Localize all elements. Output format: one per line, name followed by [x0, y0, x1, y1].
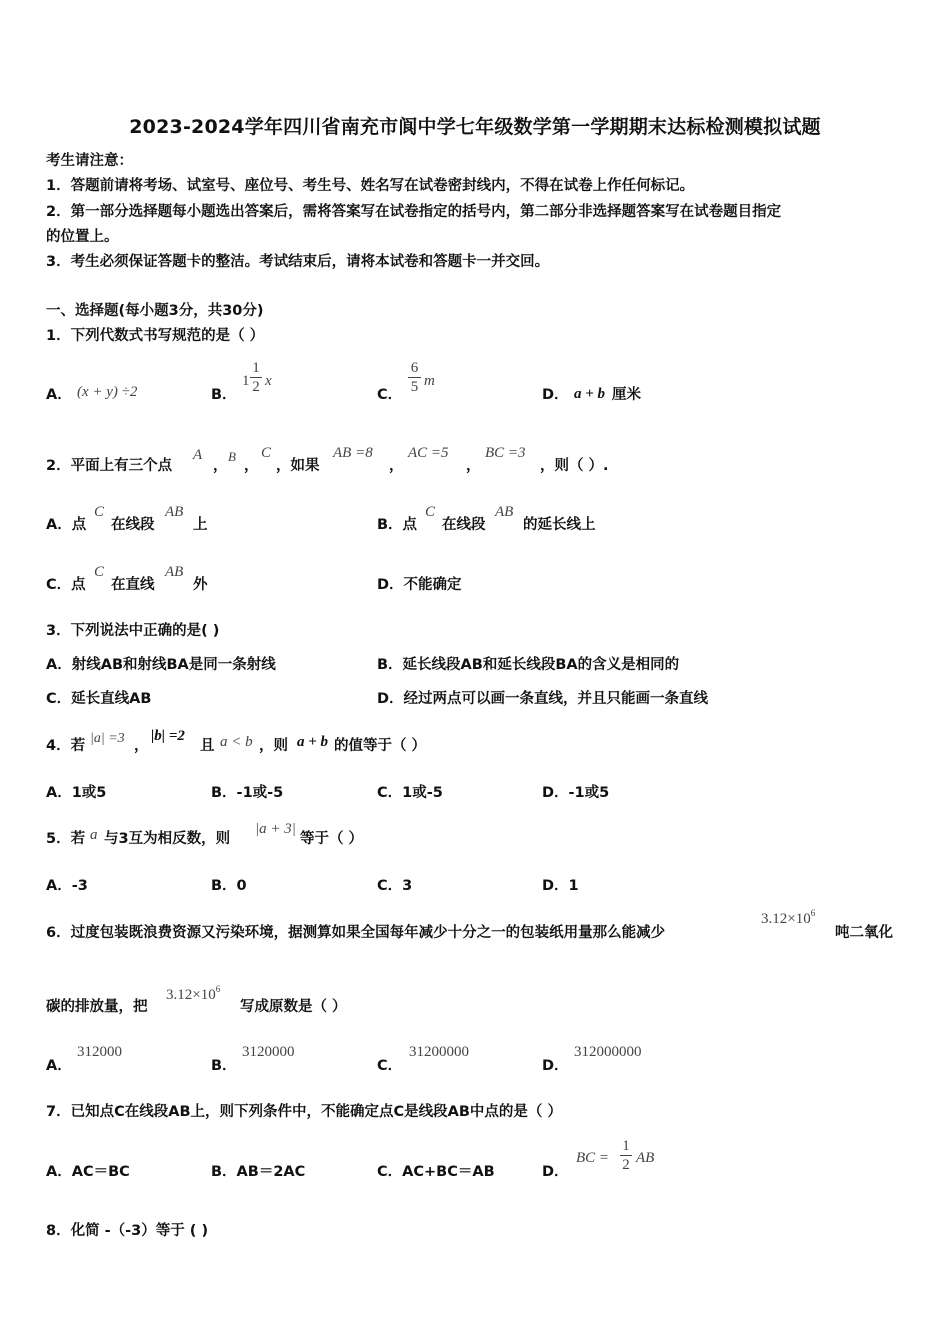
- q1-option-d-unit: 厘米: [612, 387, 641, 403]
- q6-option-b: 3120000: [242, 1044, 295, 1060]
- q2-option-a-var-ab: AB: [165, 504, 184, 520]
- question-2-stem: 2．平面上有三个点: [46, 458, 173, 474]
- notice-item: 的位置上。: [46, 229, 119, 245]
- q6-option-a-label: A．: [46, 1058, 72, 1074]
- q7-option-b: B．AB＝2AC: [211, 1164, 306, 1180]
- q3-option-d: D．经过两点可以画一条直线，并且只能画一条直线: [377, 691, 709, 707]
- q2-bc-value: BC =3: [485, 445, 526, 461]
- question-4-stem: 4．若: [46, 738, 86, 754]
- q6-value-exp: 6: [215, 984, 221, 994]
- q2-option-c-mid: 在直线: [111, 577, 155, 593]
- q2-option-b-prefix: B．点: [377, 517, 418, 533]
- q2-option-c-var-ab: AB: [165, 564, 184, 580]
- q2-point-b: B: [228, 449, 236, 464]
- q7-d-denominator: 2: [622, 1157, 630, 1173]
- question-1-stem: 1．下列代数式书写规范的是（ ）: [46, 328, 265, 344]
- q5-expr: |a + 3|: [255, 821, 296, 837]
- q7-option-c: C．AC+BC＝AB: [377, 1164, 495, 1180]
- q1-option-d-expr: a + b: [574, 386, 606, 402]
- q7-option-d-fraction: [620, 1139, 632, 1173]
- section-heading: 一、选择题(每小题3分，共30分): [46, 303, 264, 319]
- q5-option-d: D．1: [542, 878, 579, 894]
- q2-option-c-prefix: C．点: [46, 577, 86, 593]
- q1-option-a-label: A．: [46, 387, 72, 403]
- q6-value-repeat: [166, 984, 221, 1003]
- q5-option-a: A．-3: [46, 878, 88, 894]
- q2-ac-value: AC =5: [408, 445, 449, 461]
- q6-value-base: 3.12×10: [166, 987, 216, 1003]
- q1-option-c-var: m: [424, 373, 435, 389]
- q1-b-numerator: 1: [250, 361, 262, 378]
- q2-option-b-mid: 在线段: [442, 517, 486, 533]
- q5-mid: 与3互为相反数，则: [104, 831, 231, 847]
- q7-option-a: A．AC＝BC: [46, 1164, 130, 1180]
- q4-condition: a < b: [220, 734, 253, 750]
- q5-var: a: [90, 827, 98, 843]
- q6-line1-tail: 吨二氧化: [835, 925, 893, 941]
- q1-option-b-whole: 1: [242, 373, 250, 389]
- q1-option-c-label: C．: [377, 387, 403, 403]
- q7-d-numerator: 1: [620, 1139, 632, 1156]
- q2-comma: ，: [466, 458, 481, 474]
- q6-option-b-label: B．: [211, 1058, 237, 1074]
- q4-expr-abs-b: |b| =2: [151, 728, 185, 744]
- q2-point-a: A: [193, 447, 203, 463]
- q6-value: [761, 908, 816, 927]
- q6-option-a: 312000: [77, 1044, 122, 1060]
- q1-b-denominator: 2: [252, 379, 260, 395]
- q6-line2-tail: 写成原数是（ ）: [240, 999, 347, 1015]
- q1-c-numerator: 6: [408, 361, 421, 378]
- q2-option-a-var-c: C: [94, 504, 105, 520]
- q3-option-a: A．射线AB和射线BA是同一条射线: [46, 657, 276, 673]
- q2-point-c: C: [261, 445, 272, 461]
- q4-sep: ，: [134, 738, 149, 754]
- q7-option-d-label: D．: [542, 1164, 569, 1180]
- q4-option-b: B．-1或-5: [211, 785, 284, 801]
- q2-option-a-mid: 在线段: [111, 517, 155, 533]
- question-7-stem: 7．已知点C在线段AB上，则下列条件中，不能确定点C是线段AB中点的是（ ）: [46, 1104, 562, 1120]
- q6-option-c-label: C．: [377, 1058, 403, 1074]
- q4-expr-abs-a: |a| =3: [90, 731, 125, 746]
- q2-option-c-var-c: C: [94, 564, 105, 580]
- q6-option-d-label: D．: [542, 1058, 569, 1074]
- q2-tail: ，则（ ）.: [540, 458, 609, 474]
- q6-option-d: 312000000: [574, 1044, 642, 1060]
- q6-value-exp: 6: [810, 908, 816, 918]
- q5-option-b: B．0: [211, 878, 247, 894]
- q1-option-a-expr: (x + y) ÷2: [77, 384, 138, 400]
- q1-c-denominator: 5: [410, 379, 419, 395]
- q4-option-d: D．-1或5: [542, 785, 610, 801]
- q3-option-c: C．延长直线AB: [46, 691, 152, 707]
- q1-option-b-var: x: [265, 373, 272, 389]
- q3-option-b: B．延长线段AB和延长线段BA的含义是相同的: [377, 657, 680, 673]
- q5-tail: 等于（ ）: [300, 831, 364, 847]
- q1-option-b-label: B．: [211, 387, 237, 403]
- q1-option-d-label: D．: [542, 387, 569, 403]
- q2-option-b-var-ab: AB: [495, 504, 514, 520]
- q2-option-c-post: 外: [193, 577, 208, 593]
- q4-option-c: C．1或-5: [377, 785, 443, 801]
- q2-option-d: D．不能确定: [377, 577, 462, 593]
- q2-option-b-post: 的延长线上: [523, 517, 596, 533]
- q6-value-base: 3.12×10: [761, 911, 811, 927]
- q7-option-d-lhs: BC =: [576, 1150, 610, 1166]
- q2-option-b-var-c: C: [425, 504, 436, 520]
- question-8-stem: 8．化简 -（-3）等于 ( ): [46, 1223, 209, 1239]
- q4-then: ，则: [259, 738, 288, 754]
- question-5-stem: 5．若: [46, 831, 86, 847]
- q5-option-c: C．3: [377, 878, 413, 894]
- q2-option-a-post: 上: [193, 517, 208, 533]
- question-6-stem: 6．过度包装既浪费资源又污染环境，据测算如果全国每年减少十分之一的包装纸用量那么能减少: [46, 925, 666, 941]
- q2-if-text: ，如果: [276, 458, 320, 474]
- notice-item: 1．答题前请将考场、试室号、座位号、考生号、姓名写在试卷密封线内，不得在试卷上作任何标记。: [46, 178, 695, 194]
- q2-ab-value: AB =8: [333, 445, 373, 461]
- q4-option-a: A．1或5: [46, 785, 107, 801]
- q2-comma: ，: [389, 458, 404, 474]
- q4-and: 且: [200, 738, 215, 754]
- notice-item: 3．考生必须保证答题卡的整洁。考试结束后，请将本试卷和答题卡一并交回。: [46, 254, 550, 270]
- q6-option-c: 31200000: [409, 1044, 469, 1060]
- question-3-stem: 3．下列说法中正确的是( ): [46, 623, 220, 639]
- q7-option-d-rhs: AB: [636, 1150, 655, 1166]
- q4-tail: 的值等于（ ）: [334, 738, 427, 754]
- notice-item: 2．第一部分选择题每小题选出答案后，需将答案写在试卷指定的括号内，第二部分非选择题答案写在试卷题目指定: [46, 204, 782, 220]
- q2-comma: ，: [244, 458, 259, 474]
- notice-heading: 考生请注意：: [46, 153, 133, 169]
- q6-line2: 碳的排放量，把: [46, 999, 148, 1015]
- q4-target: a + b: [297, 734, 329, 750]
- q1-option-c-fraction: [408, 361, 421, 395]
- q1-option-b-fraction: [250, 361, 262, 395]
- q2-comma: ，: [213, 458, 228, 474]
- q2-option-a-prefix: A．点: [46, 517, 87, 533]
- exam-title: 2023-2024学年四川省南充市阆中学七年级数学第一学期期末达标检测模拟试题: [129, 116, 821, 138]
